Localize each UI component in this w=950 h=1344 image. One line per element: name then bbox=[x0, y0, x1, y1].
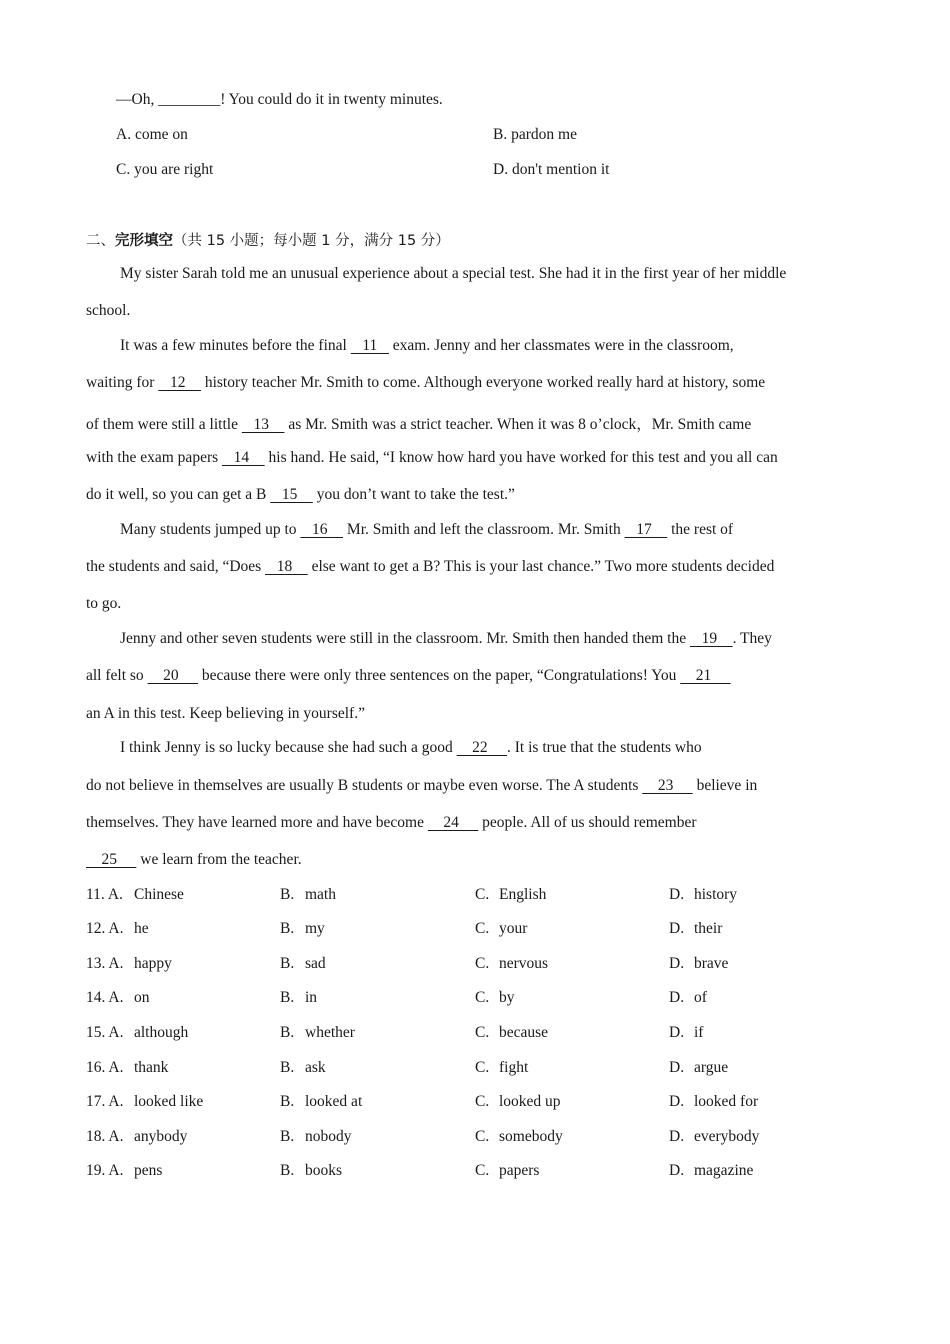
passage-line: an A in this test. Keep believing in yourself.” bbox=[86, 705, 365, 722]
option-b: nobody bbox=[305, 1128, 352, 1145]
option-a: on bbox=[134, 989, 150, 1006]
passage-text: themselves. They have learned more and have become bbox=[86, 814, 424, 831]
option-c: looked up bbox=[499, 1093, 561, 1110]
passage-text: waiting for bbox=[86, 374, 155, 391]
blank-15: 15 bbox=[270, 486, 313, 503]
blank-13: 13 bbox=[241, 416, 285, 433]
passage-text: I think Jenny is so lucky because she had such a good bbox=[120, 739, 453, 756]
option-b: my bbox=[305, 920, 325, 937]
passage-text: all felt so bbox=[86, 667, 144, 684]
passage-line bbox=[86, 486, 515, 504]
passage-text: because there were only three sentences on the paper, “Congratulations! You bbox=[201, 667, 677, 684]
passage-line: to go. bbox=[86, 595, 122, 612]
blank-21: 21 bbox=[680, 667, 731, 684]
option-letter: D. bbox=[669, 1128, 685, 1145]
option-letter: B. bbox=[280, 920, 295, 937]
blank-24: 24 bbox=[427, 814, 479, 831]
passage-line bbox=[86, 412, 751, 434]
option-b: in bbox=[305, 989, 318, 1006]
passage-text: Jenny and other seven students were still in the classroom. Mr. Smith then handed them the bbox=[120, 630, 687, 647]
blank-22: 22 bbox=[456, 739, 508, 756]
passage-line bbox=[86, 814, 697, 832]
option-a: anybody bbox=[134, 1128, 188, 1145]
option-d: argue bbox=[694, 1059, 729, 1076]
passage-text: do not believe in themselves are usually B students or maybe even worse. The A students bbox=[86, 777, 639, 794]
question-number: 18. A. bbox=[86, 1128, 124, 1145]
option-b: looked at bbox=[305, 1093, 363, 1110]
question-number: 15. A. bbox=[86, 1024, 124, 1041]
option-b: whether bbox=[305, 1024, 355, 1041]
option-letter: B. bbox=[280, 1162, 295, 1179]
question-number: 19. A. bbox=[86, 1162, 124, 1179]
option-letter: C. bbox=[475, 955, 490, 972]
option-text: pardon me bbox=[511, 126, 577, 143]
passage-text: you don’t want to take the test.” bbox=[316, 486, 515, 503]
option-c: papers bbox=[499, 1162, 540, 1179]
option-letter: D. bbox=[493, 161, 509, 178]
q10-option-c bbox=[116, 161, 213, 179]
passage-line bbox=[86, 851, 302, 869]
option-letter: C. bbox=[475, 1024, 490, 1041]
section-title: 完形填空 bbox=[115, 233, 173, 249]
passage-line bbox=[120, 521, 733, 539]
passage-text: as Mr. Smith was a strict teacher. When it was 8 o’clock，Mr. Smith came bbox=[288, 416, 752, 433]
passage-line bbox=[120, 337, 734, 355]
blank-11: 11 bbox=[350, 337, 389, 354]
option-b: math bbox=[305, 886, 336, 903]
option-c: fight bbox=[499, 1059, 529, 1076]
passage-text: do it well, so you can get a B bbox=[86, 486, 267, 503]
section-prefix: 二、 bbox=[86, 233, 115, 249]
option-a: although bbox=[134, 1024, 189, 1041]
option-c: nervous bbox=[499, 955, 549, 972]
option-letter: C. bbox=[475, 989, 490, 1006]
option-letter: B. bbox=[280, 989, 295, 1006]
q10-option-a bbox=[116, 126, 188, 144]
passage-text: . They bbox=[732, 630, 772, 647]
passage-text: Many students jumped up to bbox=[120, 521, 297, 538]
option-letter: B. bbox=[280, 955, 295, 972]
option-a: pens bbox=[134, 1162, 163, 1179]
option-d: looked for bbox=[694, 1093, 759, 1110]
option-letter: B. bbox=[280, 1059, 295, 1076]
question-number: 17. A. bbox=[86, 1093, 124, 1110]
option-text: you are right bbox=[134, 161, 214, 178]
q10-option-d bbox=[493, 161, 609, 179]
option-a: looked like bbox=[134, 1093, 204, 1110]
blank-19: 19 bbox=[689, 630, 733, 647]
passage-line bbox=[86, 667, 731, 685]
option-d: of bbox=[694, 989, 707, 1006]
blank-12: 12 bbox=[158, 374, 201, 391]
blank-14: 14 bbox=[222, 449, 265, 466]
option-d: magazine bbox=[694, 1162, 754, 1179]
option-letter: A. bbox=[116, 126, 132, 143]
q10-dialogue: —Oh, ________! You could do it in twenty minutes. bbox=[116, 91, 443, 108]
option-d: history bbox=[694, 886, 738, 903]
option-a: Chinese bbox=[134, 886, 184, 903]
option-letter: D. bbox=[669, 1162, 685, 1179]
passage-text: believe in bbox=[696, 777, 758, 794]
passage-line bbox=[86, 374, 765, 392]
option-letter: D. bbox=[669, 920, 685, 937]
option-letter: B. bbox=[493, 126, 508, 143]
option-c: because bbox=[499, 1024, 549, 1041]
option-letter: B. bbox=[280, 1024, 295, 1041]
passage-text: people. All of us should remember bbox=[482, 814, 697, 831]
option-d: if bbox=[694, 1024, 704, 1041]
option-letter: D. bbox=[669, 1059, 685, 1076]
question-number: 16. A. bbox=[86, 1059, 124, 1076]
passage-text: exam. Jenny and her classmates were in the classroom, bbox=[392, 337, 734, 354]
option-d: brave bbox=[694, 955, 729, 972]
option-letter: C. bbox=[475, 1128, 490, 1145]
option-letter: C. bbox=[475, 1059, 490, 1076]
passage-text: . It is true that the students who bbox=[507, 739, 702, 756]
option-b: sad bbox=[305, 955, 326, 972]
option-a: happy bbox=[134, 955, 172, 972]
option-letter: C. bbox=[475, 920, 490, 937]
option-letter: C. bbox=[475, 1093, 490, 1110]
blank-25: 25 bbox=[86, 851, 137, 868]
passage-text: Mr. Smith and left the classroom. Mr. Smith bbox=[346, 521, 621, 538]
option-letter: D. bbox=[669, 955, 685, 972]
question-number: 11. A. bbox=[86, 886, 123, 903]
option-d: everybody bbox=[694, 1128, 760, 1145]
passage-text: the students and said, “Does bbox=[86, 558, 262, 575]
passage-text: It was a few minutes before the final bbox=[120, 337, 347, 354]
passage-text: of them were still a little bbox=[86, 416, 238, 433]
question-number: 14. A. bbox=[86, 989, 124, 1006]
passage-line bbox=[86, 777, 757, 795]
passage-line bbox=[86, 558, 774, 576]
option-letter: B. bbox=[280, 1093, 295, 1110]
question-number: 13. A. bbox=[86, 955, 124, 972]
passage-line: school. bbox=[86, 302, 131, 319]
option-letter: D. bbox=[669, 989, 685, 1006]
option-letter: B. bbox=[280, 1128, 295, 1145]
passage-line bbox=[86, 449, 778, 467]
passage-line: My sister Sarah told me an unusual experience about a special test. She had it in the first year of her middle bbox=[120, 265, 787, 282]
section-note: （共 15 小题；每小题 1 分，满分 15 分） bbox=[173, 233, 450, 249]
passage-text: the rest of bbox=[671, 521, 734, 538]
option-b: books bbox=[305, 1162, 343, 1179]
option-c: by bbox=[499, 989, 515, 1006]
question-number: 12. A. bbox=[86, 920, 124, 937]
option-c: your bbox=[499, 920, 528, 937]
option-letter: C. bbox=[116, 161, 131, 178]
passage-text: we learn from the teacher. bbox=[140, 851, 302, 868]
option-letter: C. bbox=[475, 886, 490, 903]
passage-line bbox=[120, 630, 772, 648]
option-letter: B. bbox=[280, 886, 295, 903]
option-a: thank bbox=[134, 1059, 169, 1076]
option-letter: D. bbox=[669, 886, 685, 903]
option-letter: D. bbox=[669, 1024, 685, 1041]
section-heading bbox=[86, 229, 450, 250]
option-letter: C. bbox=[475, 1162, 490, 1179]
blank-23: 23 bbox=[642, 777, 693, 794]
option-text: don't mention it bbox=[511, 161, 610, 178]
option-c: English bbox=[499, 886, 547, 903]
option-b: ask bbox=[305, 1059, 326, 1076]
option-letter: D. bbox=[669, 1093, 685, 1110]
passage-text: else want to get a B? This is your last chance.” Two more students decided bbox=[311, 558, 775, 575]
passage-text: his hand. He said, “I know how hard you have worked for this test and you all can bbox=[268, 449, 778, 466]
option-c: somebody bbox=[499, 1128, 563, 1145]
option-text: come on bbox=[134, 126, 188, 143]
blank-17: 17 bbox=[624, 521, 668, 538]
blank-18: 18 bbox=[265, 558, 308, 575]
passage-text: with the exam papers bbox=[86, 449, 219, 466]
passage-text: history teacher Mr. Smith to come. Although everyone worked really hard at history, some bbox=[204, 374, 766, 391]
blank-16: 16 bbox=[300, 521, 344, 538]
q10-option-b bbox=[493, 126, 577, 144]
blank-20: 20 bbox=[147, 667, 198, 684]
option-a: he bbox=[134, 920, 149, 937]
passage-line bbox=[120, 739, 702, 757]
option-d: their bbox=[694, 920, 723, 937]
